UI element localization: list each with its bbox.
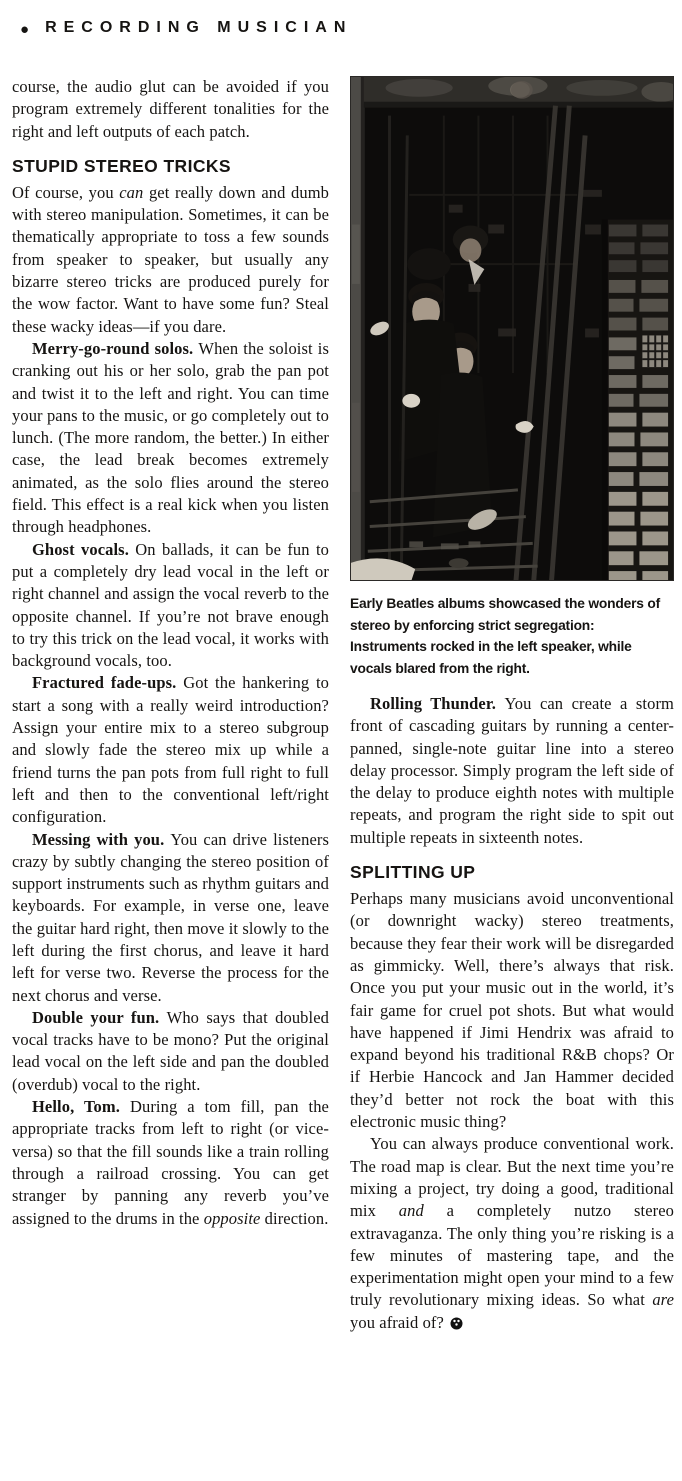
text-run: You can drive listeners crazy by subtly changing the stereo position of support instruments such as rhythm guitars and keyboards. For example, in verse one, leave the guitar hard right, then move it slowly to the left during the first chorus, and leave it hard left for verse two. Reverse the process for the next chorus and verse. — [12, 829, 329, 1005]
section-heading: STUPID STEREO TRICKS — [12, 155, 231, 176]
page-title: RECORDING MUSICIAN — [45, 19, 353, 36]
text-run: You can always produce conventional work. The road map is clear. But the next time you’re mixing a project, try doing a good, traditional mix — [350, 1134, 674, 1221]
text-run-bold: Fractured fade-ups. — [32, 673, 184, 693]
end-of-article-icon — [450, 1317, 463, 1330]
section-kicker — [20, 16, 674, 40]
paragraph — [350, 693, 674, 849]
text-run: course, the audio glut can be avoided if you program extremely different tonalities for the right and left outputs of each patch. — [12, 77, 329, 141]
text-run: get really down and dumb with stereo manipulation. Sometimes, it can be thematically appropriate to toss a few sounds from speaker to speaker, but usually any bizarre stereo tricks are produced purely for the wow factor. Want to have some fun? Steal these wacky ideas—if you dare. — [12, 182, 329, 336]
paragraph — [12, 1096, 329, 1230]
paragraph — [12, 182, 329, 338]
text-run-bold: Merry-go-round solos. — [32, 338, 199, 358]
text-run-bold: Messing with you. — [32, 829, 171, 849]
paragraph — [350, 888, 674, 1133]
paragraph — [12, 672, 329, 828]
right-column — [350, 76, 674, 1334]
photo-caption: Early Beatles albums showcased the wonders of stereo by enforcing strict segregation: Instruments rocked in the left speaker, while vocals blared from the right. — [350, 596, 660, 676]
text-run-bold: Rolling Thunder. — [370, 694, 505, 713]
text-run: Perhaps many musicians avoid unconventional (or downright wacky) stereo treatments, because they fear their work will be disregarded as gimmicky. Well, there’s always that risk. Once you put your music out in the world, it’s fair game for cruel pot shots. But what would have happened if Jimi Hendrix was afraid to expand beyond his traditional R&B chops? Or if Herbie Hancock and Jan Hammer decided they’d better not rock the boat with this electronic music thing? — [350, 889, 674, 1132]
paragraph — [12, 539, 329, 673]
text-run-bold: Ghost vocals. — [32, 539, 136, 559]
text-run: direction. — [260, 1208, 329, 1228]
text-run: When the soloist is cranking out his or her solo, grab the pan pot and twist it to the left and right. You can time your pans to the music, or go completely out to lunch. (The more random, the better.) In either case, the lead break becomes extremely animated, as the solo flies around the stereo field. This effect is a real kick when you listen through headphones. — [12, 338, 330, 537]
text-run: You can create a storm front of cascading guitars by running a center-panned, single-note guitar line into a stereo delay processor. Simply program the left side of the delay to produce eighth notes with multiple repeats, and program the right side to spit out multiple repeats in sixteenth notes. — [350, 694, 674, 847]
text-run: Of course, you — [12, 182, 120, 202]
bullet-icon: ● — [20, 20, 30, 38]
paragraph — [350, 1133, 674, 1334]
text-run-italic: can — [119, 182, 144, 202]
section-heading: SPLITTING UP — [350, 862, 476, 883]
text-run: a completely nutzo stereo extravaganza. The only thing you’re risking is a few minutes of mastering tape, and the experimentation might open your mind to a few truly revolutionary mixing ideas. So what — [350, 1201, 674, 1310]
paragraph — [12, 829, 329, 1007]
text-run: Got the hankering to start a song with a really weird introduction? Assign your entire mix to a stereo subgroup and slowly fade the stereo mix up while a friend turns the pan pots from full right to full left and then to the conventional left/right configuration. — [12, 673, 330, 827]
text-run: On ballads, it can be fun to put a completely dry lead vocal in the left or right channel and assign the vocal reverb to the opposite channel. If you’re not brave enough to try this trick on the lead vocal, it works with background vocals, too. — [12, 539, 330, 671]
text-run-italic: are — [652, 1290, 674, 1310]
text-run-italic: opposite — [203, 1208, 261, 1228]
article-columns — [12, 76, 674, 1334]
photo-figure — [350, 76, 674, 679]
text-run-italic: and — [398, 1201, 424, 1221]
right-column-text — [350, 693, 674, 1334]
paragraph — [12, 338, 329, 539]
text-run: you afraid of? — [350, 1312, 444, 1332]
paragraph — [12, 1007, 329, 1096]
text-run-bold: Hello, Tom. — [32, 1097, 130, 1117]
text-run: During a tom fill, pan the appropriate tracks from left to right (or vice-versa) so that the fill sounds like a train rolling through a railroad crossing. You can get stranger by panning any reverb you’ve assigned to the drums in the — [12, 1097, 329, 1228]
paragraph — [12, 76, 329, 143]
beatles-photo — [350, 76, 674, 581]
left-column — [12, 76, 329, 1334]
text-run: Who says that doubled vocal tracks have to be mono? Put the original lead vocal on the left side and pan the doubled (overdub) vocal to the right. — [12, 1007, 329, 1094]
text-run-bold: Double your fun. — [32, 1007, 167, 1027]
